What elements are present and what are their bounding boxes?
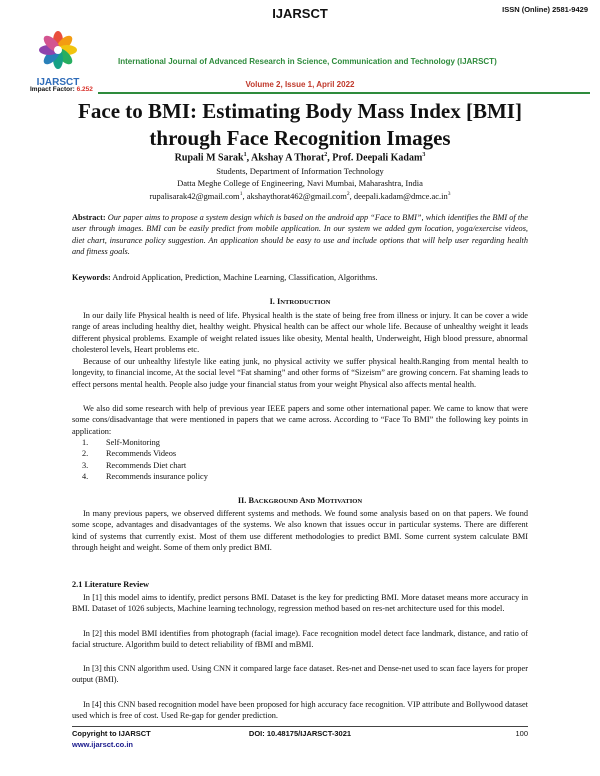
keywords-label: Keywords: [72,273,111,282]
author-2: Akshay A Thorat [251,152,325,164]
footer-website-link[interactable]: www.ijarsct.co.in [72,740,133,749]
list-number: 2. [82,449,89,459]
email-3-sup: 3 [447,191,451,198]
list-number: 4. [82,472,89,482]
keywords [72,272,528,283]
section-heading-background [72,496,528,505]
email-2-sup: 2 [346,191,350,198]
title-line-2: through Face Recognition Images [149,126,451,150]
section-1-title-rest: NTRODUCTION [280,299,331,306]
list-text: Recommends insurance policy [106,472,208,482]
list-number: 1. [82,438,89,447]
paper-title [60,98,540,152]
author-emails: rupalisarak42@gmail.com$^1$, akshaythorat462@gmail.com$^2$, $deepali.kadam@dmce.ac.in^3$ [149,191,451,201]
list-item [82,437,208,448]
footer-rule [72,726,528,727]
affiliation-department: Students, Department of Information Technology [216,166,384,176]
volume-issue: Volume 2, Issue 1, April 2022 [245,80,355,89]
list-text: Recommends Diet chart [106,460,187,470]
header-site-title: IJARSCT [272,6,328,21]
author-3-sup: 3 [422,152,426,158]
page-number: 100 [515,729,528,738]
abstract-label: Abstract: [72,213,106,222]
email-1-sup: 1 [239,191,243,198]
section-heading-introduction [72,297,528,306]
title-line-1: Face to BMI: Estimating Body Mass Index [BMI] [78,99,522,123]
email-2: akshaythorat462@gmail.com [246,191,347,201]
section-2-w3-rest: OTIVATION [325,498,363,505]
list-text: Recommends Videos [106,449,177,459]
section-2-number: II. [237,496,247,505]
list-text: Self-Monitoring [106,438,160,447]
author-2-sup: 2 [324,152,328,158]
logo-text: IJARSCT [36,77,80,88]
abstract-text: Our paper aims to propose a system design which is based on the android app “Face to BMI”, which identifies the BMI of the user through images. BMI can be easily predict from mobile application. In our system we added gym location, yoga/exercise videos, diet chart, insurance policy suggestion. An application should be easy to use and include options that will help user regarding health and fitness goals. [72,213,528,257]
footer-doi: DOI: 10.48175/IJARSCT-3021 [248,729,352,738]
literature-paragraph-3: In [3] this CNN algorithm used. Using CNN it compared large face dataset. Res-net and Dense-net used to scan face layers for proper output (BMI). [72,664,528,685]
impact-label: Impact Factor: [30,86,75,93]
section-1-title-cap: I [276,297,281,306]
intro-paragraph-2: Because of our unhealthy lifestyle like eating junk, no physical activity we suffer physical health.Ranging from mental health to longevity, to financial income, At the social level “Fat shaming” and other forms of “Sizeism” are growing concern. Fat shaming leads to effect persons mental health. People also judge your financial status from your weight Physical also affects mental health. [72,357,528,389]
list-number: 3. [82,460,89,470]
footer-copyright: Copyright to IJARSCT [72,729,151,738]
intro-paragraph-1: In our daily life Physical health is need of life. Physical health is the state of being free from illness or injury. It can be cover a wide range of areas including healthy diet, healthy weight. Physical health can be affect our whole life. Because of unhealthy weight it leads different physical problems. Example of weight related issues like obesity, Mental health, Underweight, High blood pressure, abnormal cholesterol levels, Heart problems etc. [72,311,528,355]
header-rule [98,92,590,94]
abstract [72,212,528,258]
impact-value: 6.252 [76,86,93,93]
journal-name: International Journal of Advanced Research in Science, Communication and Technology (IJARSCT) [118,57,497,66]
list-item [82,460,208,471]
keywords-text: Android Application, Prediction, Machine Learning, Classification, Algorithms. [112,273,378,282]
literature-paragraph-2: In [2] this model BMI identifies from photograph (facial image). Face recognition model detect face landmark, distance, and ratio of facial structure. Algorithm build to detect reliability of fBMI and mBMI. [72,629,528,650]
author-1-sup: 1 [243,152,247,158]
list-item [82,471,208,482]
literature-paragraph-4: In [4] this CNN based recognition model have been proposed for high accuracy face recognition. VIP attribute and Bollywood dataset used which is free of cost. Used Re-gap for gender prediction. [72,700,528,721]
author-1: Rupali M Sarak [174,152,244,164]
subsection-literature-review: 2.1 Literature Review [72,580,150,589]
list-item [82,448,208,459]
background-paragraph: In many previous papers, we observed different systems and methods. We found some analysis based on on that papers. We found some scope, advantages and disadvantages of the systems. We also known that issues occur in particular systems. There are different kind of systems that currently exist. Most of them use different methodologies to predict BMI. Some current system calculate BMI through height and weight. Some of them only predict BMI. [72,509,528,553]
key-points-list [82,437,208,483]
literature-paragraph-1: In [1] this model aims to identify, predict persons BMI. Dataset is the key for predicting BMI. More dataset means more accuracy in BMI. Dataset of 1026 subjects, Machine learning technology, regression method based on res-net architecture used for this model. [72,593,528,614]
section-2-w2-cap: A [299,496,306,505]
section-2-w3-cap: M [317,496,326,505]
email-1: rupalisarak42@gmail.com [149,191,240,201]
issn-label: ISSN (Online) 2581-9429 [502,5,588,14]
intro-paragraph-3: We also did some research with help of previous year IEEE papers and some other international paper. We came to know that were some cons/disadvantage that were mentioned in papers that we came across. According to “Face To BMI” the following key points in application: [72,404,528,436]
section-2-w2-rest: ND [305,498,316,505]
author-3: Prof. Deepali Kadam [332,152,423,164]
section-2-w1-rest: ACKGROUND [253,498,298,505]
section-1-number: I. [269,297,275,306]
email-3: deepali.kadam@dmce.ac.in [353,191,448,201]
author-list: Rupali M Sarak$^1$, Akshay A Thorat$^2$, Prof. Deepali Kadam$^3$ [174,152,426,164]
section-2-w1-cap: B [248,496,254,505]
affiliation-college: Datta Meghe College of Engineering, Navi Mumbai, Maharashtra, India [177,178,423,188]
logo-flower-icon [30,30,86,74]
